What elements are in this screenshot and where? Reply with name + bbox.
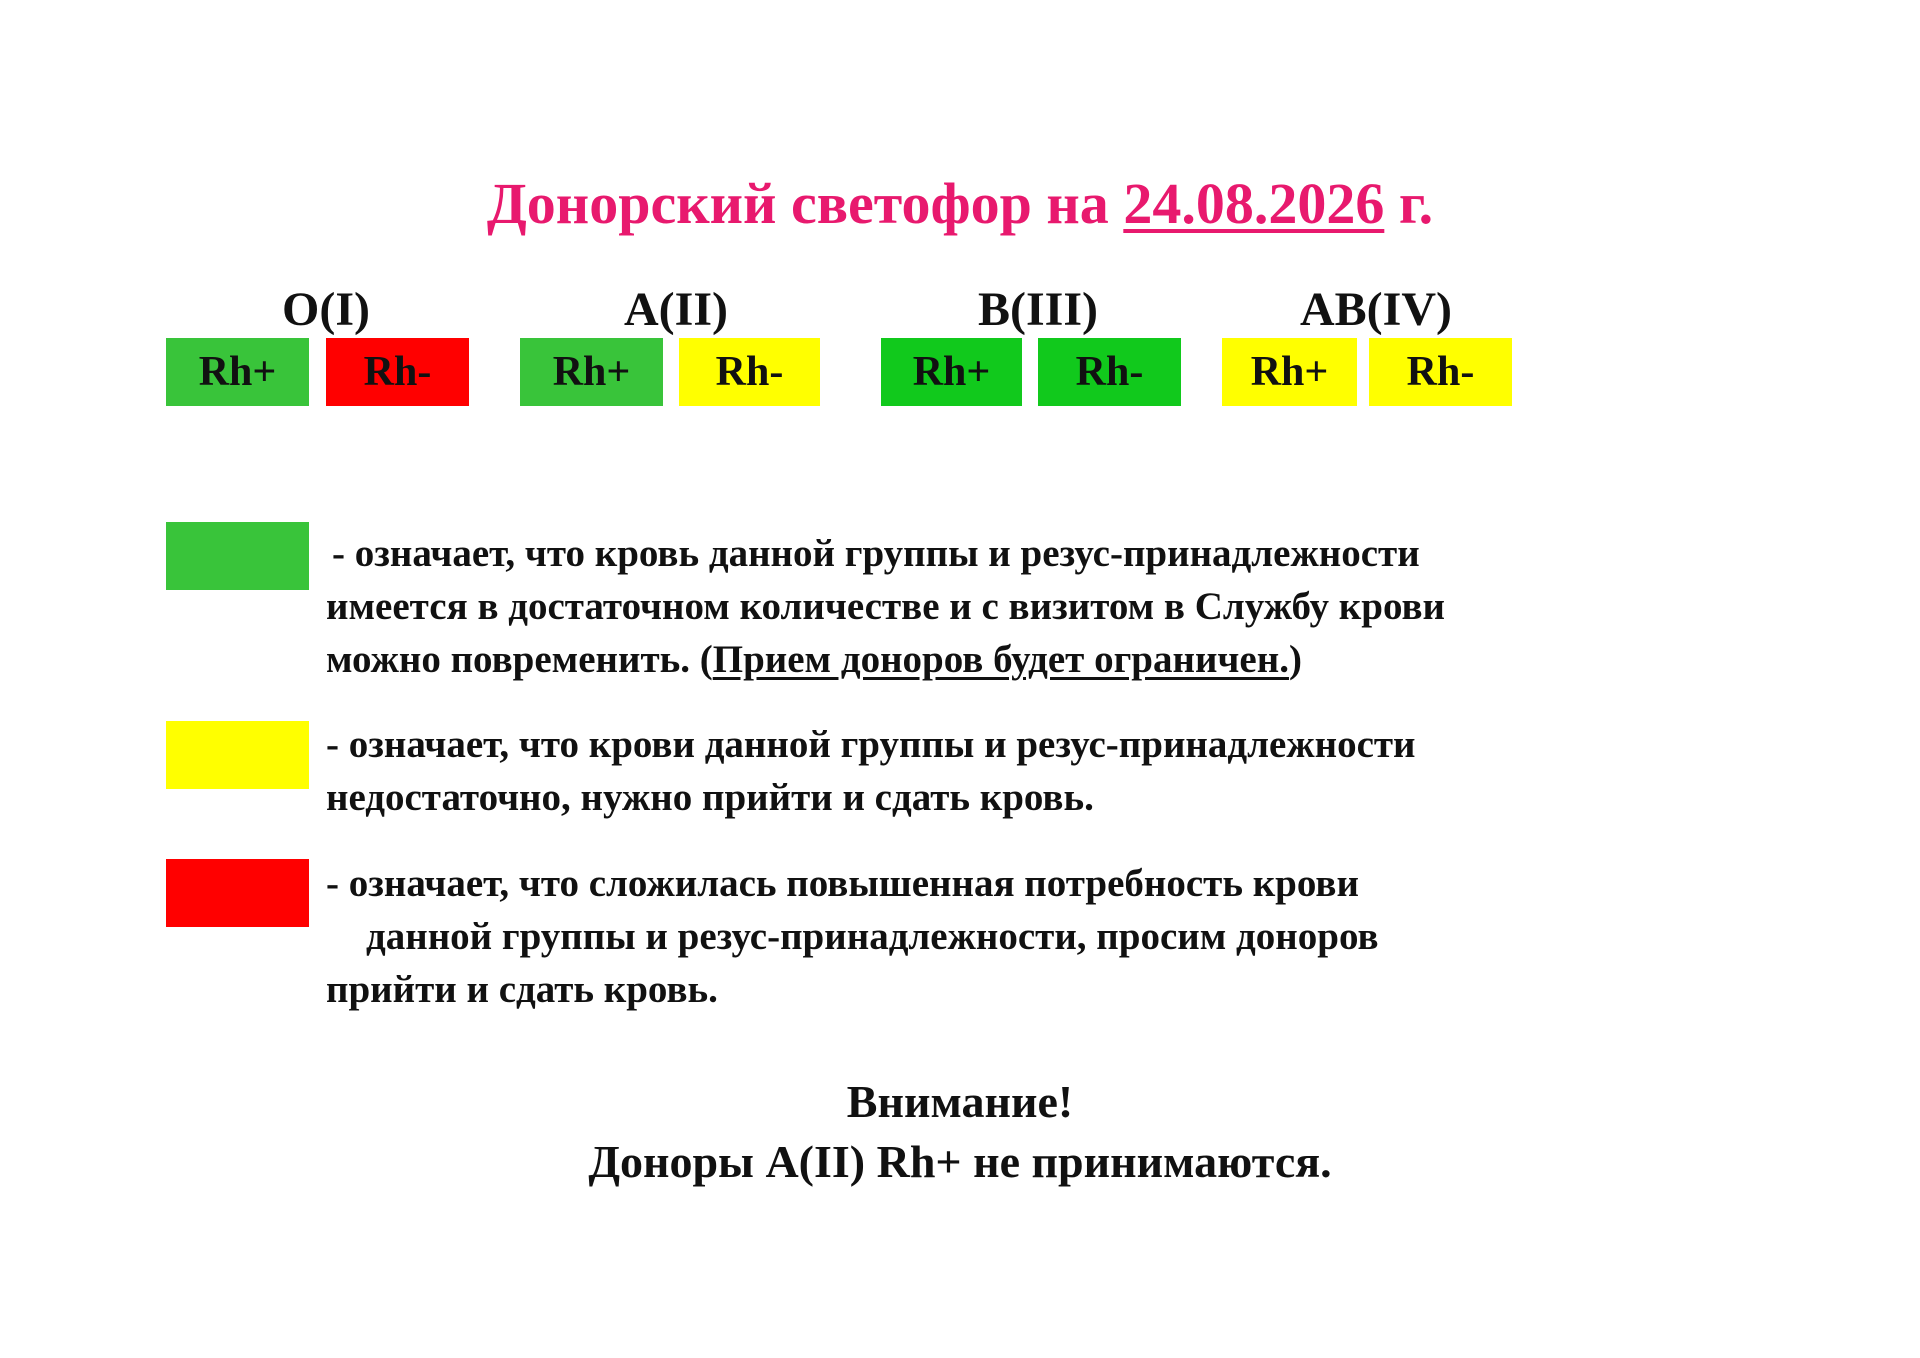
legend-text-green [326, 527, 1445, 686]
cell-ab-rh-neg: Rh- [1369, 338, 1512, 406]
legend-green-line2: имеется в достаточном количестве и с визитом в Службу крови [326, 585, 1446, 628]
attention-heading: Внимание! [846, 1076, 1074, 1127]
legend-swatch-yellow [166, 721, 309, 789]
title-suffix: г. [1384, 171, 1434, 236]
attention-text: Доноры А(II) Rh+ не принимаются. [588, 1136, 1332, 1187]
cell-b-rh-pos: Rh+ [881, 338, 1022, 406]
cell-b-rh-neg: Rh- [1038, 338, 1181, 406]
legend-red-line1: - означает, что сложилась повышенная потребность крови [326, 862, 1359, 905]
legend-red-line2: данной группы и резус-принадлежности, просим доноров [366, 915, 1379, 958]
group-label-ab: AB(IV) [1300, 283, 1452, 336]
legend-green-line1: - означает, что кровь данной группы и резус-принадлежности [332, 532, 1420, 575]
legend-red-line3: прийти и сдать кровь. [326, 968, 718, 1011]
group-label-o: O(I) [282, 283, 370, 336]
legend-green-line3-suffix: ) [1288, 638, 1302, 681]
legend-yellow-line1: - означает, что крови данной группы и резус-принадлежности [326, 723, 1416, 766]
legend-text-yellow [326, 718, 1416, 824]
cell-a-rh-neg: Rh- [679, 338, 820, 406]
group-label-a: A(II) [624, 283, 728, 336]
cell-o-rh-pos: Rh+ [166, 338, 309, 406]
limited-reception-note: Прием доноров будет ограничен. [712, 638, 1289, 681]
legend-text-red [326, 857, 1379, 1016]
title-prefix: Донорский светофор на [486, 171, 1124, 236]
cell-o-rh-neg: Rh- [326, 338, 469, 406]
group-label-b: B(III) [977, 283, 1099, 336]
cell-ab-rh-pos: Rh+ [1222, 338, 1357, 406]
legend-swatch-red [166, 859, 309, 927]
cell-a-rh-pos: Rh+ [520, 338, 663, 406]
title-date: 24.08.2026 [1123, 171, 1385, 236]
legend-yellow-line2: недостаточно, нужно прийти и сдать кровь. [326, 776, 1094, 819]
legend-swatch-green [166, 522, 309, 590]
legend-green-line3 [326, 633, 1445, 686]
page-title [0, 170, 1920, 237]
legend-green-line3-prefix: можно повременить. ( [326, 638, 713, 681]
